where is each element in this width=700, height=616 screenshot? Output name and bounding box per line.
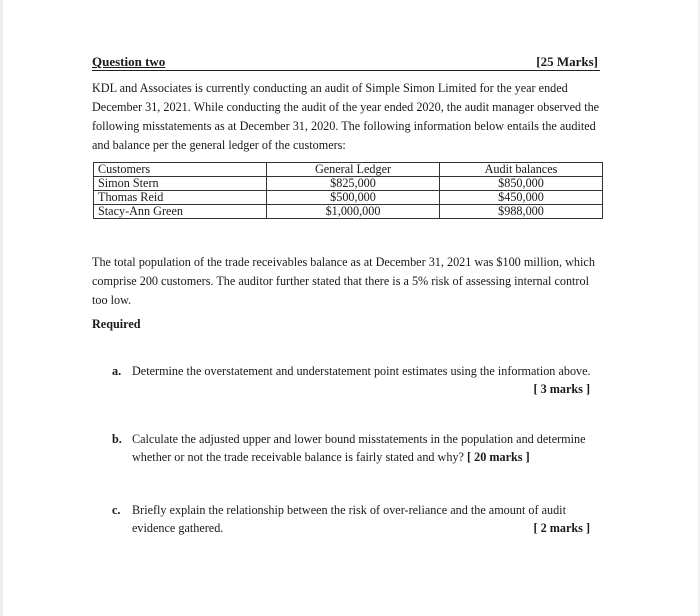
- table-cell: Simon Stern: [94, 177, 267, 191]
- question-item-c: [112, 501, 602, 541]
- question-label: b.: [112, 432, 122, 446]
- question-text: Determine the overstatement and understatement point estimates using the information above.: [132, 364, 591, 378]
- table-cell: $825,000: [267, 177, 440, 191]
- question-marks: [ 2 marks ]: [533, 521, 590, 535]
- intro-paragraph: KDL and Associates is currently conducting an audit of Simple Simon Limited for the year ended December 31, 2021. While conducting the audit of the year ended 2020, the audit manager observed the following misstatements as at December 31, 2020. The following information below entails the audited and balance per the general ledger of the customers:: [92, 81, 600, 152]
- table-header-cell: Audit balances: [440, 163, 603, 177]
- population-paragraph: The total population of the trade receivables balance as at December 31, 2021 was $100 million, which comprise 200 customers. The auditor further stated that there is a 5% risk of assessing internal control too low.: [92, 255, 595, 307]
- question-title: Question two: [92, 54, 166, 69]
- table-header-cell: General Ledger: [267, 163, 440, 177]
- table-row: [94, 205, 603, 219]
- table-cell: Thomas Reid: [94, 191, 267, 205]
- question-marks: [ 20 marks ]: [467, 450, 530, 464]
- table-cell: $988,000: [440, 205, 603, 219]
- table-cell: $500,000: [267, 191, 440, 205]
- table-row: [94, 177, 603, 191]
- question-label: c.: [112, 503, 121, 517]
- table-header-cell: Customers: [94, 163, 267, 177]
- table-cell: Stacy-Ann Green: [94, 205, 267, 219]
- question-header: [92, 52, 600, 71]
- question-marks: [ 3 marks ]: [533, 382, 590, 396]
- question-total-marks: [25 Marks]: [536, 54, 598, 69]
- required-heading: Required: [92, 317, 141, 331]
- table-row: [94, 191, 603, 205]
- table-cell: $1,000,000: [267, 205, 440, 219]
- page-edge-left: [0, 0, 3, 616]
- question-text: Calculate the adjusted upper and lower bound misstatements in the population and determine whether or not the trade receivable balance is fairly stated and why?: [132, 432, 586, 464]
- table-header-row: [94, 163, 603, 177]
- table-cell: $850,000: [440, 177, 603, 191]
- question-item-a: [112, 362, 602, 402]
- question-text: Briefly explain the relationship between the risk of over-reliance and the amount of audit evidence gathered.: [132, 503, 566, 535]
- question-text-wrapper: [132, 430, 602, 466]
- ledger-table: [93, 162, 603, 219]
- table-cell: $450,000: [440, 191, 603, 205]
- question-label: a.: [112, 364, 122, 378]
- question-item-b: [112, 430, 602, 486]
